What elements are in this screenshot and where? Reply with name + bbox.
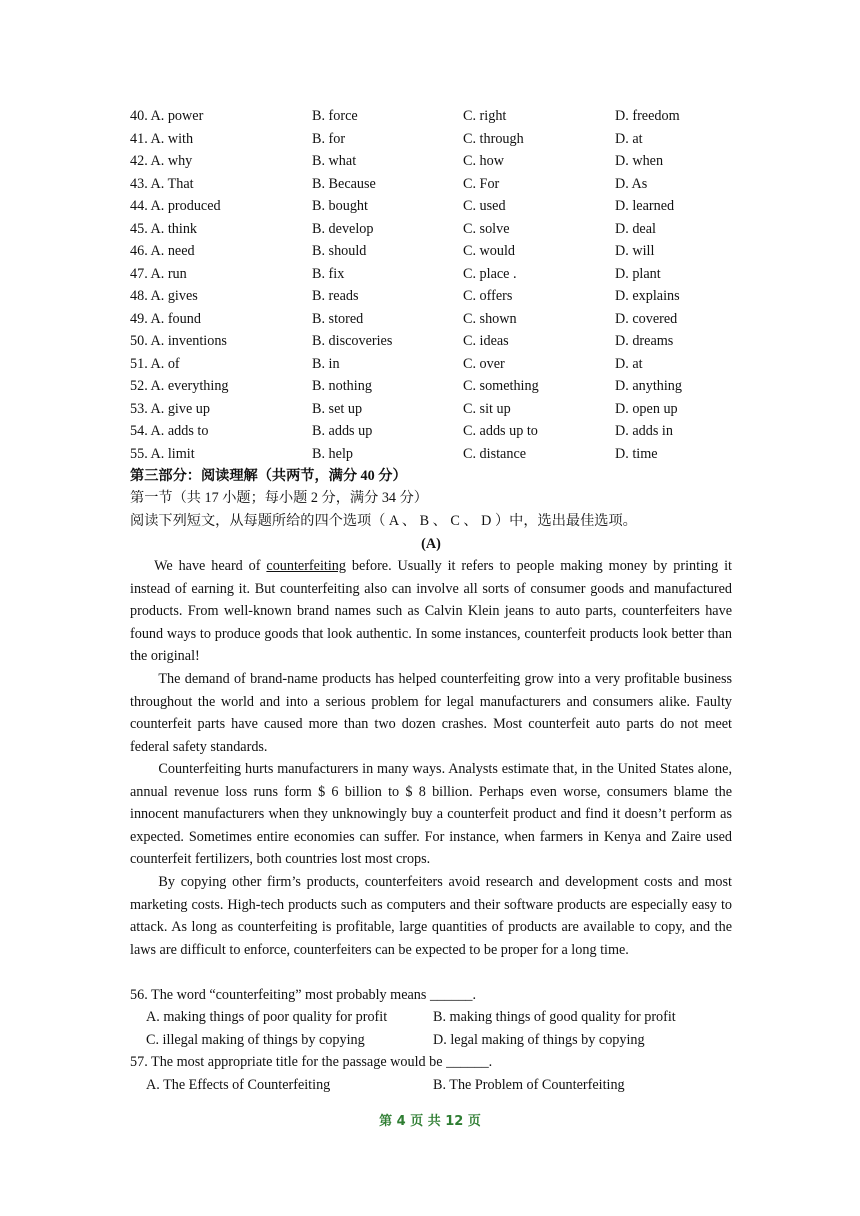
option-a: 43. A. That	[130, 175, 194, 192]
cloze-option-row	[130, 218, 740, 241]
option-b: B. set up	[312, 400, 363, 417]
option-d: D. anything	[615, 378, 682, 394]
option-a: 44. A. produced	[130, 198, 221, 214]
option-b: B. help	[312, 445, 353, 462]
option-a: 55. A. limit	[130, 445, 195, 462]
option-b: B. what	[312, 153, 357, 169]
paragraph-text: We have heard of	[154, 558, 267, 574]
option-a: 49. A. found	[130, 310, 201, 327]
option-d: D. when	[615, 153, 664, 169]
option-d: D. dreams	[615, 333, 674, 349]
option-c: C. through	[463, 130, 524, 147]
option-d: D. open up	[615, 400, 678, 417]
passage-paragraph-2: The demand of brand-name products has helped counterfeiting grow into a very profitable business throughout the world and into a serious problem for legal manufacturers and consumers alike. Faulty counterfeit parts have caused more than two dozen crashes. Most counterfeit auto parts do not meet federal safety standards.	[130, 671, 732, 755]
section-instruction: 阅读下列短文，从每题所给的四个选项（ A 、 B 、 C 、 D ）中，选出最佳选项。	[130, 513, 637, 529]
option-b: B. discoveries	[312, 333, 393, 349]
option-a: 45. A. think	[130, 220, 198, 237]
option-c: C. For	[463, 175, 500, 192]
cloze-option-row	[130, 443, 740, 466]
option-b: B. in	[312, 355, 340, 372]
option-c: C. would	[463, 243, 516, 259]
question-57-option-a: A. The Effects of Counterfeiting	[146, 1077, 331, 1093]
cloze-option-row	[130, 128, 740, 151]
option-d: D. at	[615, 355, 643, 372]
option-c: C. ideas	[463, 333, 509, 349]
page-footer: 第 4 页 共 12 页	[379, 1114, 481, 1129]
option-c: C. something	[463, 378, 539, 394]
option-d: D. at	[615, 130, 643, 147]
cloze-option-row	[130, 285, 740, 308]
cloze-options-table	[130, 105, 740, 465]
question-56-option-c: C. illegal making of things by copying	[146, 1032, 365, 1048]
cloze-option-row	[130, 330, 740, 353]
option-d: D. covered	[615, 310, 678, 327]
option-c: C. distance	[463, 445, 527, 462]
option-d: D. deal	[615, 220, 656, 237]
cloze-option-row	[130, 173, 740, 196]
option-a: 50. A. inventions	[130, 333, 227, 349]
option-b: B. force	[312, 108, 358, 124]
option-b: B. develop	[312, 220, 374, 237]
question-57-option-b: B. The Problem of Counterfeiting	[433, 1077, 625, 1093]
option-c: C. offers	[463, 288, 513, 304]
option-d: D. plant	[615, 265, 661, 282]
cloze-option-row	[130, 240, 740, 263]
option-d: D. time	[615, 445, 658, 462]
option-c: C. solve	[463, 220, 510, 237]
option-c: C. right	[463, 108, 507, 124]
option-d: D. explains	[615, 288, 680, 304]
option-b: B. should	[312, 243, 367, 259]
option-b: B. Because	[312, 175, 376, 192]
option-a: 42. A. why	[130, 153, 193, 169]
passage-paragraph-4: By copying other firm’s products, counterfeiters avoid research and development costs and most marketing costs. High-tech products such as computers and their software products are especially easy to attack. As long as counterfeiting is profitable, large quantities of products are available to copy, and the laws are difficult to enforce, counterfeiters can be expected to be proper for a long time.	[130, 874, 732, 958]
option-c: C. how	[463, 153, 504, 169]
option-b: B. nothing	[312, 378, 372, 394]
question-57: 57. The most appropriate title for the passage would be ______.	[130, 1054, 493, 1070]
question-56-option-b: B. making things of good quality for profit	[433, 1009, 676, 1025]
option-a: 41. A. with	[130, 130, 194, 147]
option-a: 47. A. run	[130, 265, 187, 282]
cloze-option-row	[130, 398, 740, 421]
option-a: 52. A. everything	[130, 378, 229, 394]
option-b: B. reads	[312, 288, 359, 304]
option-c: C. over	[463, 355, 505, 372]
cloze-option-row	[130, 150, 740, 173]
option-b: B. stored	[312, 310, 364, 327]
option-d: D. learned	[615, 198, 675, 214]
option-b: B. adds up	[312, 423, 373, 439]
option-c: C. adds up to	[463, 423, 538, 439]
option-b: B. for	[312, 130, 346, 147]
cloze-option-row	[130, 195, 740, 218]
option-a: 40. A. power	[130, 108, 204, 124]
option-c: C. sit up	[463, 400, 511, 417]
option-a: 53. A. give up	[130, 400, 210, 417]
cloze-option-row	[130, 420, 740, 443]
option-d: D. As	[615, 175, 648, 192]
passage-paragraph-1	[130, 555, 732, 668]
cloze-option-row	[130, 105, 740, 128]
option-a: 51. A. of	[130, 355, 180, 372]
option-d: D. will	[615, 243, 655, 259]
question-56-option-d: D. legal making of things by copying	[433, 1032, 645, 1048]
cloze-option-row	[130, 375, 740, 398]
option-c: C. shown	[463, 310, 517, 327]
cloze-option-row	[130, 263, 740, 286]
cloze-option-row	[130, 308, 740, 331]
option-b: B. bought	[312, 198, 368, 214]
option-c: C. used	[463, 198, 506, 214]
option-d: D. freedom	[615, 108, 680, 124]
option-c: C. place .	[463, 265, 517, 282]
section-title: 第三部分：阅读理解（共两节，满分 40 分）	[130, 468, 407, 484]
paragraph-text: before. Usually it refers to people making money by printing it instead of earning it. But counterfeiting also can involve all sorts of consumer goods and manufactured products. From well-known brand names such as Calvin Klein jeans to auto parts, counterfeiters have found ways to produce goods that look authentic. In some instances, counterfeit products look better than the original!	[130, 558, 732, 665]
passage-paragraph-3: Counterfeiting hurts manufacturers in many ways. Analysts estimate that, in the United States alone, annual revenue loss runs form $ 6 billion to $ 8 billion. Perhaps even worse, consumers blame the innocent manufacturers when they unknowingly buy a counterfeit product and find it doesn’t perform as expected. Sometimes entire economies can suffer. For instance, when farmers in Kenya and Zaire used counterfeit fertilizers, both countries lost most crops.	[130, 761, 732, 868]
option-b: B. fix	[312, 265, 345, 282]
passage-label: (A)	[421, 536, 441, 552]
option-a: 54. A. adds to	[130, 423, 209, 439]
underlined-term: counterfeiting	[266, 558, 346, 574]
cloze-option-row	[130, 353, 740, 376]
option-d: D. adds in	[615, 423, 673, 439]
option-a: 48. A. gives	[130, 288, 198, 304]
question-56-option-a: A. making things of poor quality for profit	[146, 1009, 388, 1025]
section-subtitle: 第一节（共 17 小题；每小题 2 分，满分 34 分）	[130, 490, 428, 506]
option-a: 46. A. need	[130, 243, 195, 259]
question-56: 56. The word “counterfeiting” most probably means ______.	[130, 987, 477, 1003]
